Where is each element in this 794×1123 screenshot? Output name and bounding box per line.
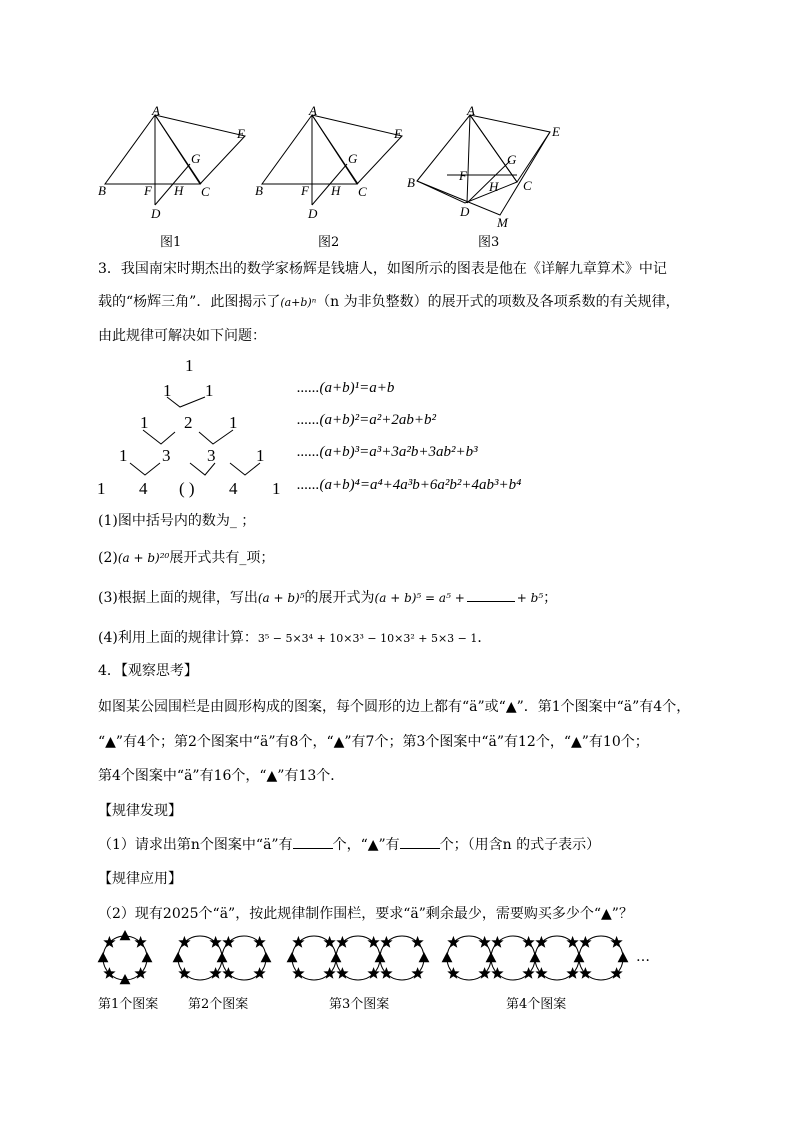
q3-sub-4 [98,628,491,649]
point-h-label: H [489,179,499,194]
star-icon [178,936,190,948]
point-g-label: G [191,151,201,166]
fence-pattern-1 [98,930,153,984]
point-e-label: E [552,124,560,139]
fence-patterns [0,928,794,988]
triangle-row-5-blank: ( ) [179,479,195,498]
triangle-row-3-item: 1 [140,413,149,432]
triangle-icon [173,952,184,962]
figure-3 [405,105,570,230]
q4-paragraph-2: “▲”有4个；第2个图案中“ä”有8个，“▲”有7个；第3个图案中“ä”有12个，“▲”有10个； [98,734,649,750]
pattern-2-caption: 第2个图案 [188,997,249,1012]
q3-sub-2-text: 展开式共有_项； [169,550,275,566]
fence-pattern-2 [173,936,272,980]
q3-sub-4-text: (4)利用上面的规律计算： [98,630,258,646]
point-a-label: A [152,105,160,118]
point-a-label: A [467,105,475,118]
pattern-3-caption: 第3个图案 [329,997,390,1012]
binomial-formula-3: ......(a+b)³=a³+3a²b+3ab²+b³ [297,444,478,460]
q3-line-2-text-b: （n 为非负整数）的展开式的项数及各项系数的有关规律， [316,294,680,310]
q3-sub-2 [98,548,274,568]
star-icon [367,936,379,948]
patterns-ellipsis: … [636,949,650,965]
point-f-label: F [301,183,309,198]
q3-sub-3-math-3: + b⁵ [516,591,544,605]
figure-2-caption: 图2 [318,235,340,250]
triangle-row-5-item: 4 [229,479,238,498]
point-f-label: F [459,168,467,183]
q3-line-3: 由此规律可解决如下问题： [98,328,266,344]
point-b-label: B [98,183,106,198]
point-c-label: C [358,184,367,199]
star-icon [491,936,503,948]
q3-sub-4-math: 3⁵ − 5×3⁴ + 10×3³ − 10×3² + 5×3 − 1 [257,632,478,645]
point-e-label: E [237,126,245,141]
point-g-label: G [348,151,358,166]
star-icon [134,936,146,948]
q3-line-1: 3．我国南宋时期杰出的数学家杨辉是钱塘人，如图所示的图表是他在《详解九章算术》中记 [98,261,667,277]
q4-paragraph-1: 如图某公园围栏是由圆形构成的图案，每个圆形的边上都有“ä”或“▲”．第1个图案中“ä”有4个， [98,699,691,715]
triangle-row-5-item: 4 [139,479,148,498]
triangle-row-5-item: 1 [272,479,281,498]
point-d-label: D [151,206,161,221]
star-icon [522,936,534,948]
q3-sub-2-math: (a + b)²⁰ [117,551,170,565]
triangle-row-2-item: 1 [163,381,172,400]
star-icon [380,936,392,948]
star-icon [579,936,591,948]
q3-line-2-text-a: 载的“杨辉三角”．此图揭示了 [98,294,281,310]
q4-heading-application: 【规律应用】 [98,871,182,887]
triangle-row-1-item: 1 [185,356,194,375]
triangle-row-2-item: 1 [205,381,214,400]
point-b-label: B [255,183,263,198]
triangle-row-4-item: 1 [256,446,265,465]
fence-pattern-4 [442,936,629,980]
point-b-label: B [407,175,415,190]
triangle-row-4-item: 3 [207,446,216,465]
point-a-label: A [309,105,317,118]
star-icon [447,936,459,948]
figure-1 [95,105,255,225]
q4-sub-1-text-c: 个；（用含n 的式子表示） [439,837,601,853]
triangle-icon [120,974,131,984]
point-c-label: C [201,184,210,199]
triangle-icon [120,930,131,940]
q4-title: 4．【观察思考】 [98,663,198,679]
q3-line-2 [98,292,680,313]
pattern-4-caption: 第4个图案 [506,997,567,1012]
q3-binomial-power: (a+b)ⁿ [280,296,317,309]
q4-sub-1-text-b: 个，“▲”有 [332,837,400,853]
triangle-icon [419,952,430,962]
binomial-formula-4: ......(a+b)⁴=a⁴+4a³b+6a²b²+4ab³+b⁴ [297,477,522,493]
triangle-row-4-item: 3 [162,446,171,465]
triangle-connectors [95,360,295,490]
fence-pattern-3 [287,936,430,980]
triangle-icon [618,952,629,962]
point-m-label: M [497,215,508,230]
binomial-formula-1: ......(a+b)¹=a+b [297,380,395,396]
star-icon [103,936,115,948]
point-h-label: H [174,183,184,198]
star-icon [535,936,547,948]
q3-sub-3 [98,588,557,608]
q3-sub-3-text-c: ； [543,590,558,606]
point-c-label: C [523,178,532,193]
star-icon [253,936,265,948]
star-icon [478,936,490,948]
figure-3-caption: 图3 [478,235,500,250]
star-icon [323,936,335,948]
q3-sub-3-text-a: (3)根据上面的规律，写出 [98,590,258,606]
q3-sub-2-num: (2) [98,550,118,566]
q4-paragraph-3: 第4个图案中“ä”有16个，“▲”有13个． [98,768,345,784]
q3-sub-1: (1)图中括号内的数为_ ； [98,513,256,529]
pattern-1-caption: 第1个图案 [98,997,159,1012]
star-icon [411,936,423,948]
triangle-icon [442,952,453,962]
q3-sub-3-math-1: (a + b)⁵ [257,591,305,605]
figure-2 [252,105,412,225]
triangle-row-3-item: 2 [184,413,193,432]
q4-sub-1-text-a: （1）请求出第n个图案中“ä”有 [98,837,293,853]
q4-heading-pattern: 【规律发现】 [98,803,182,819]
triangle-row-3-item: 1 [229,413,238,432]
triangle-icon [287,952,298,962]
q3-sub-3-text-b: 的展开式为 [304,590,375,606]
point-h-label: H [331,183,341,198]
q4-sub-2: （2）现有2025个“ä”，按此规律制作围栏，要求“ä”剩余最少，需要购买多少个“▲”？ [98,906,633,922]
triangle-row-4-item: 1 [119,446,128,465]
star-icon [336,936,348,948]
figure-1-caption: 图1 [160,235,182,250]
star-icon [610,936,622,948]
triangle-row-5-item: 1 [97,479,106,498]
star-icon [292,936,304,948]
point-d-label: D [308,206,318,221]
triangle-icon [98,952,109,962]
binomial-formula-2: ......(a+b)²=a²+2ab+b² [297,412,436,428]
point-f-label: F [144,183,152,198]
q3-sub-3-answer-blank[interactable] [467,601,515,602]
point-e-label: E [394,126,402,141]
star-icon [222,936,234,948]
q4-sub-1 [98,835,600,855]
triangle-icon [142,952,153,962]
q4-sub-1-blank-1[interactable] [293,848,333,849]
star-icon [209,936,221,948]
q4-sub-1-blank-2[interactable] [400,848,440,849]
q3-sub-4-end: ． [477,630,492,646]
triangle-icon [261,952,272,962]
point-g-label: G [507,152,517,167]
star-icon [566,936,578,948]
point-d-label: D [460,204,470,219]
q3-sub-3-math-2: (a + b)⁵ = a⁵ + [374,591,465,605]
